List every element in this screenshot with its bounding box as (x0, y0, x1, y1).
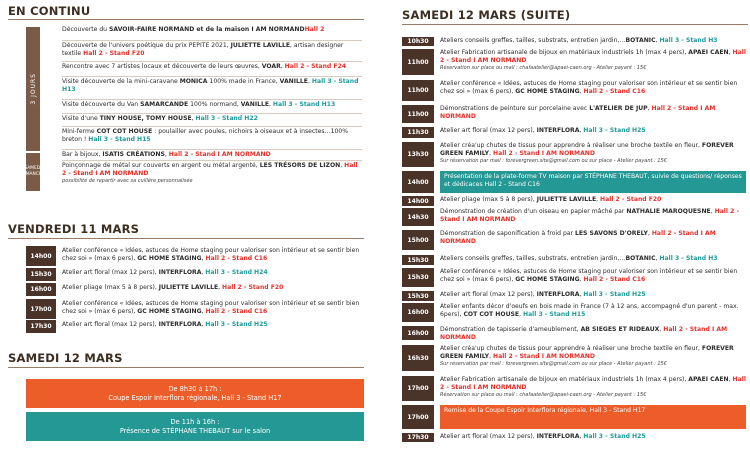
entry-text: , (655, 255, 660, 262)
entry-text: , (579, 291, 584, 298)
event-item (440, 255, 746, 263)
entry-text: Atelier Fabrication artisanale de bijoux en matériaux industriels 1h (max 4 pers), (440, 49, 689, 56)
stand-location: Hall 3 - Stand H3 (659, 37, 718, 44)
exhibitor-name: MONICA (179, 78, 208, 85)
continu-item (62, 42, 362, 58)
stand-location: Hall 3 - Stand H25 (583, 127, 646, 134)
continu-item (62, 78, 362, 94)
time-slot: 16h00 (26, 283, 56, 296)
highlight-orange-event (440, 405, 746, 429)
exhibitor-name: INTERFLORA (158, 321, 202, 328)
entry-text: Atelier art floral (max 12 pers), (440, 433, 537, 440)
divider (402, 24, 748, 25)
entry-text: Visite d'une (62, 115, 100, 122)
exhibitor-name: L'ATELIER DE JUP (589, 105, 648, 112)
stand-location: Hall 2 - Stand F20 (600, 196, 662, 203)
exhibitor-name: VANILLE (240, 101, 270, 108)
entry-text: , (659, 326, 664, 333)
entry-text: , (579, 276, 584, 284)
continu-item (62, 128, 362, 144)
time-slot: 14h00 (26, 246, 56, 266)
time-slot: 13h30 (402, 142, 434, 167)
stand-location: Hall 3 - Stand H17 (589, 407, 646, 414)
entry-text: , (710, 208, 715, 215)
time-slot: 17h30 (402, 433, 434, 442)
entry-text: Démonstration de saponification à froid par (440, 230, 575, 237)
event-item (62, 247, 362, 263)
exhibitor-name: VOAR (261, 63, 281, 70)
stand-location: Hall 2 - Stand I AM NORMAND (440, 105, 716, 121)
event-item (440, 127, 746, 135)
event-item (440, 49, 746, 71)
entry-text: Visite découverte de la mini-caravane (62, 78, 180, 85)
entry-text: , (489, 353, 493, 361)
entry-text: Atelier art floral (max 12 pers), (440, 291, 537, 298)
exhibitor-name: LES TRÉSORS DE LIZON (259, 162, 341, 169)
stand-location: Hall 2 - Stand I AM NORMAND (492, 353, 595, 361)
time-slot: 17h00 (402, 376, 434, 401)
coupe-espoir-band (26, 379, 364, 408)
exhibitor-name: TINY HOUSE, TOMY HOUSE (99, 115, 192, 122)
event-item (440, 268, 746, 284)
exhibitor-name: APAEI CAEN (688, 376, 729, 383)
time-slot: 16h30 (402, 345, 434, 371)
divider (62, 113, 362, 114)
time-slot: 15h30 (402, 268, 434, 287)
stand-location: Hall 2 - Stand F20 (222, 284, 284, 291)
event-item (62, 321, 362, 329)
entry-text: , (579, 88, 584, 96)
exhibitor-name: SAMARCANDE (140, 101, 189, 108)
stand-location: Hall 2 - Stand I AM NORMAND (440, 208, 739, 224)
entry-text: Atelier pliage (max 5 à 8 pers), (440, 196, 537, 203)
entry-text: , (201, 255, 206, 263)
divider (62, 149, 362, 150)
entry-text: , (218, 284, 223, 291)
band2-line2: Présence de STÉPHANE THEBAUT sur le salon (119, 426, 271, 435)
continu-item (62, 26, 362, 34)
stand-location: Hall 2 - Stand F20 (83, 50, 145, 58)
divider (62, 160, 362, 161)
event-item (440, 303, 746, 319)
reservation-note: Réservation sur place ou mail : chafaatelier@apaei-caen.org - Atelier payant : 15€ (440, 65, 647, 72)
event-item (440, 433, 746, 441)
exhibitor-name: GC HOME STAGING (515, 88, 580, 96)
continu-item (62, 115, 362, 123)
time-slot: 15h30 (402, 291, 434, 301)
entry-text: , (340, 162, 345, 169)
event-item (62, 300, 362, 316)
entry-text: Atelier pliage (max 5 à 8 pers), (62, 284, 159, 291)
highlight-teal-event (440, 171, 746, 193)
time-slot: 16h00 (402, 326, 434, 340)
exhibitor-name: VANILLE (279, 78, 308, 85)
entry-text: , (647, 230, 652, 237)
stand-location: Hall 2 - Stand I AM NORMAND (440, 376, 746, 392)
entry-text: , (596, 196, 601, 203)
time-slot: 11h30 (402, 127, 434, 138)
exhibitor-name: JULIETTE LAVILLE (536, 196, 597, 203)
time-slot: 14h00 (402, 196, 434, 206)
exhibitor-name: LES SAVONS D'ORELY (575, 230, 648, 237)
entry-text: Découverte de l'univers poétique du prix PEPITE 2021, (62, 42, 231, 49)
event-item (62, 269, 362, 277)
entry-text: Ateliers conseils greffes, tailles, substrats, entretien jardin,… (440, 255, 626, 262)
entry-text: : poulailler avec poules, nichoirs à oiseaux et à insectes…100% breton ! (62, 128, 349, 144)
entry-text: Atelier conférence « Idées, astuces de Home staging pour valoriser son intérieur et se sentir bien chez soi » (max 6 pers), (440, 80, 738, 96)
stand-location: Hall 2 - Stand F24 (284, 63, 347, 70)
time-slot: 15h30 (402, 255, 434, 265)
entry-text: , (579, 127, 584, 134)
stand-location: Hall 2 (304, 26, 325, 33)
divider (62, 76, 362, 77)
band1-line1: De 8h30 à 17h : (168, 384, 222, 393)
time-slot: 17h00 (26, 299, 56, 319)
band2-line1: De 11h à 16h : (170, 417, 220, 426)
entry-text: , (164, 151, 169, 158)
exhibitor-name: INTERFLORA (536, 291, 580, 298)
entry-text: , (201, 269, 206, 276)
event-item (440, 37, 746, 45)
stand-location: Hall 3 - Stand H15 (522, 311, 586, 319)
entry-text: Ateliers conseils greffes, tailles, substrats, entretien jardin,… (440, 37, 626, 44)
time-slot: 16h00 (402, 303, 434, 322)
exhibitor-name: AB SIEGES ET RIDEAUX (580, 326, 660, 333)
entry-text: , (201, 308, 206, 316)
exhibitor-name: FOREVER GREEN FAMILY (440, 345, 734, 361)
entry-text: Présentation de la plate-forme TV maison par STÉPHANE THEBAUT, suivie de questions/ réponses et dédicaces (444, 173, 742, 189)
entry-text: , (307, 78, 312, 85)
entry-text: , (489, 150, 493, 158)
entry-text: , (728, 376, 733, 383)
time-slot: 15h00 (402, 230, 434, 250)
stand-location: Hall 2 - Stand C16 (205, 308, 268, 316)
entry-text: , (655, 37, 660, 44)
divider (62, 99, 362, 100)
sidebar-3-jours (26, 27, 40, 151)
entry-text: , (647, 105, 652, 112)
stand-location: Hall 2 - Stand C16 (484, 181, 540, 189)
stand-location: Hall 3 - Stand H13 (62, 78, 359, 94)
event-item (440, 105, 746, 121)
entry-text: Visite découverte du Van (62, 101, 141, 108)
divider (62, 40, 362, 41)
reservation-note: Sur réservation par mail : forevergreen.site@gmail.com ou sur place - Atelier payant : 15€ (440, 158, 667, 165)
exhibitor-name: JULIETTE LAVILLE (158, 284, 219, 291)
continu-item (62, 151, 362, 159)
entry-text: Remise de la Coupe Espoir Interflora régionale, (444, 407, 590, 414)
entry-text: , (519, 311, 523, 319)
event-item (440, 80, 746, 96)
event-item (440, 208, 746, 224)
exhibitor-name: FOREVER GREEN FAMILY (440, 142, 734, 158)
exhibitor-name: GC HOME STAGING (137, 308, 202, 316)
stand-location: Hall 2 - Stand I AM NORMAND (62, 162, 358, 178)
stand-location: Hall 3 - Stand H22 (195, 115, 258, 122)
entry-text: Atelier conférence « Idées, astuces de Home staging pour valoriser son intérieur et se sentir bien chez soi » (max 6 pers), (440, 268, 738, 284)
entry-text: 100% made in France, (207, 78, 280, 85)
stand-location: Hall 2 - Stand C16 (583, 276, 646, 284)
time-slot: 17h00 (402, 405, 434, 429)
sidebar-3-jours-label: 3 JOURS (29, 73, 37, 105)
event-item (440, 345, 746, 367)
stand-location: Hall 3 - Stand H15 (88, 136, 151, 144)
exhibitor-name: GC HOME STAGING (137, 255, 202, 263)
reservation-note: possibilité de repartir avec sa cuillère personnalisée (62, 178, 193, 185)
continu-item (62, 63, 362, 71)
exhibitor-name: APAEI CAEN (688, 49, 729, 56)
stand-location: Hall 2 - Stand I AM NORMAND (492, 150, 595, 158)
entry-text: Atelier art floral (max 12 pers), (62, 269, 159, 276)
stephane-thebaut-band (26, 412, 364, 441)
exhibitor-name: INTERFLORA (158, 269, 202, 276)
continu-item (62, 101, 362, 109)
reservation-note: Réservation sur place ou mail : chafaatelier@apaei-caen.org - Atelier payant : 15€ (440, 392, 647, 399)
band1-line2: Coupe Espoir Interflora régionale, Hall 3 - Stand H17 (108, 393, 282, 402)
event-item (62, 284, 362, 292)
exhibitor-name: INTERFLORA (536, 433, 580, 440)
entry-text: Atelier enfants décor d'oeufs en bois made in France (7 à 12 ans, accompagné d'un parent - max. 6pers), (440, 303, 739, 319)
event-item (440, 142, 746, 164)
exhibitor-name: SAVOIR-FAIRE NORMAND et de la maison I AM NORMAND (109, 26, 305, 33)
entry-text: , artisan designer textile (62, 42, 344, 58)
entry-text: Atelier conférence « Idées, astuces de Home staging pour valoriser son intérieur et se sentir bien chez soi » (max 6 pers), (62, 247, 360, 263)
entry-text: Démonstration de tapisserie d'ameublement, (440, 326, 581, 333)
exhibitor-name: JULIETTE LAVILLE (230, 42, 291, 49)
stand-location: Hall 2 - Stand I AM NORMAND (440, 49, 746, 65)
time-slot: 10h30 (402, 37, 434, 46)
event-item (440, 376, 746, 398)
entry-text: , (201, 321, 206, 328)
entry-text: Mini-ferme (62, 128, 97, 135)
divider (8, 238, 364, 239)
time-slot: 14h30 (402, 208, 434, 226)
time-slot: 11h00 (402, 49, 434, 75)
entry-text: Démonstration de création d'un oiseau en papier mâché par (440, 208, 627, 215)
exhibitor-name: BOTANIC (625, 37, 656, 44)
stand-location: Hall 2 - Stand I AM NORMAND (440, 230, 716, 246)
stand-location: Hall 3 - Stand H25 (583, 433, 646, 440)
time-slot: 14h00 (402, 171, 434, 193)
entry-text: Poinçonnage de métal sur couverts en argent ou métal argenté, (62, 162, 260, 169)
exhibitor-name: GC HOME STAGING (515, 276, 580, 284)
event-item (440, 326, 746, 342)
continu-item (62, 162, 362, 184)
divider (62, 126, 362, 127)
time-slot: 17h30 (26, 320, 56, 333)
entry-text: Atelier créa'up chutes de tissus pour apprendre à réaliser une broche textile en fleur, (440, 345, 702, 352)
stand-location: Hall 3 - Stand H25 (205, 321, 268, 328)
entry-text: Atelier créa'up chutes de tissus pour apprendre à réaliser une broche textile en fleur, (440, 142, 702, 149)
entry-text: 100% normand, (188, 101, 241, 108)
stand-location: Hall 3 - Stand H25 (583, 291, 646, 298)
entry-text: Atelier art floral (max 12 pers), (62, 321, 159, 328)
event-item (440, 196, 746, 204)
entry-text: , (579, 433, 584, 440)
samedi-suite-title: SAMEDI 12 MARS (SUITE) (402, 8, 571, 22)
event-item (440, 230, 746, 246)
stand-location: Hall 3 - Stand H24 (205, 269, 268, 276)
stand-location: Hall 2 - Stand C16 (205, 255, 268, 263)
entry-text: Démonstrations de peinture sur porcelaine avec (440, 105, 590, 112)
event-item (440, 291, 746, 299)
divider (8, 367, 364, 368)
entry-text: Atelier Fabrication artisanale de bijoux en matériaux industriels 1h (max 4 pers), (440, 376, 689, 383)
entry-text: Rencontre avec 7 artistes locaux et découverte de leurs œuvres, (62, 63, 262, 70)
exhibitor-name: ISATIS CRÉATIONS (102, 151, 165, 158)
entry-text: , (269, 101, 273, 108)
stand-location: Hall 2 - Stand C16 (583, 88, 646, 96)
entry-text: Bar à bijoux, (62, 151, 103, 158)
stand-location: Hall 3 - Stand H3 (659, 255, 718, 262)
reservation-note: Sur réservation par mail : forevergreen.site@gmail.com ou sur place - Atelier payant : 15€ (440, 361, 667, 368)
entry-text: Atelier art floral (max 12 pers), (440, 127, 537, 134)
divider (62, 61, 362, 62)
entry-text: , (280, 63, 285, 70)
sidebar-samedi-dimanche-label: SAMEDI DIMANCHE (21, 166, 45, 177)
stand-location: Hall 3 - Stand H13 (272, 101, 336, 108)
time-slot: 11h00 (402, 80, 434, 101)
time-slot: 11h00 (402, 105, 434, 123)
stand-location: Hall 2 - Stand I AM NORMAND (440, 326, 728, 342)
exhibitor-name: COT COT HOUSE (96, 128, 153, 135)
entry-text: , (191, 115, 196, 122)
entry-text: Atelier conférence « Idées, astuces de Home staging pour valoriser son intérieur et se sentir bien chez soi » (max 6 pers), (62, 300, 360, 316)
exhibitor-name: BOTANIC (625, 255, 656, 262)
time-slot: 15h30 (26, 268, 56, 281)
vendredi-title: VENDREDI 11 MARS (8, 222, 140, 236)
divider (8, 19, 364, 20)
sidebar-samedi-dimanche (21, 153, 45, 191)
entry-text: Découverte du (62, 26, 109, 33)
exhibitor-name: COT COT HOUSE (463, 311, 520, 319)
entry-text: , (728, 49, 733, 56)
stand-location: Hall 2 - Stand I AM NORMAND (168, 151, 271, 158)
en-continu-title: EN CONTINU (8, 4, 91, 18)
exhibitor-name: INTERFLORA (536, 127, 580, 134)
exhibitor-name: NATHALIE MAROQUESNE (626, 208, 711, 215)
samedi-title: SAMEDI 12 MARS (8, 351, 123, 365)
